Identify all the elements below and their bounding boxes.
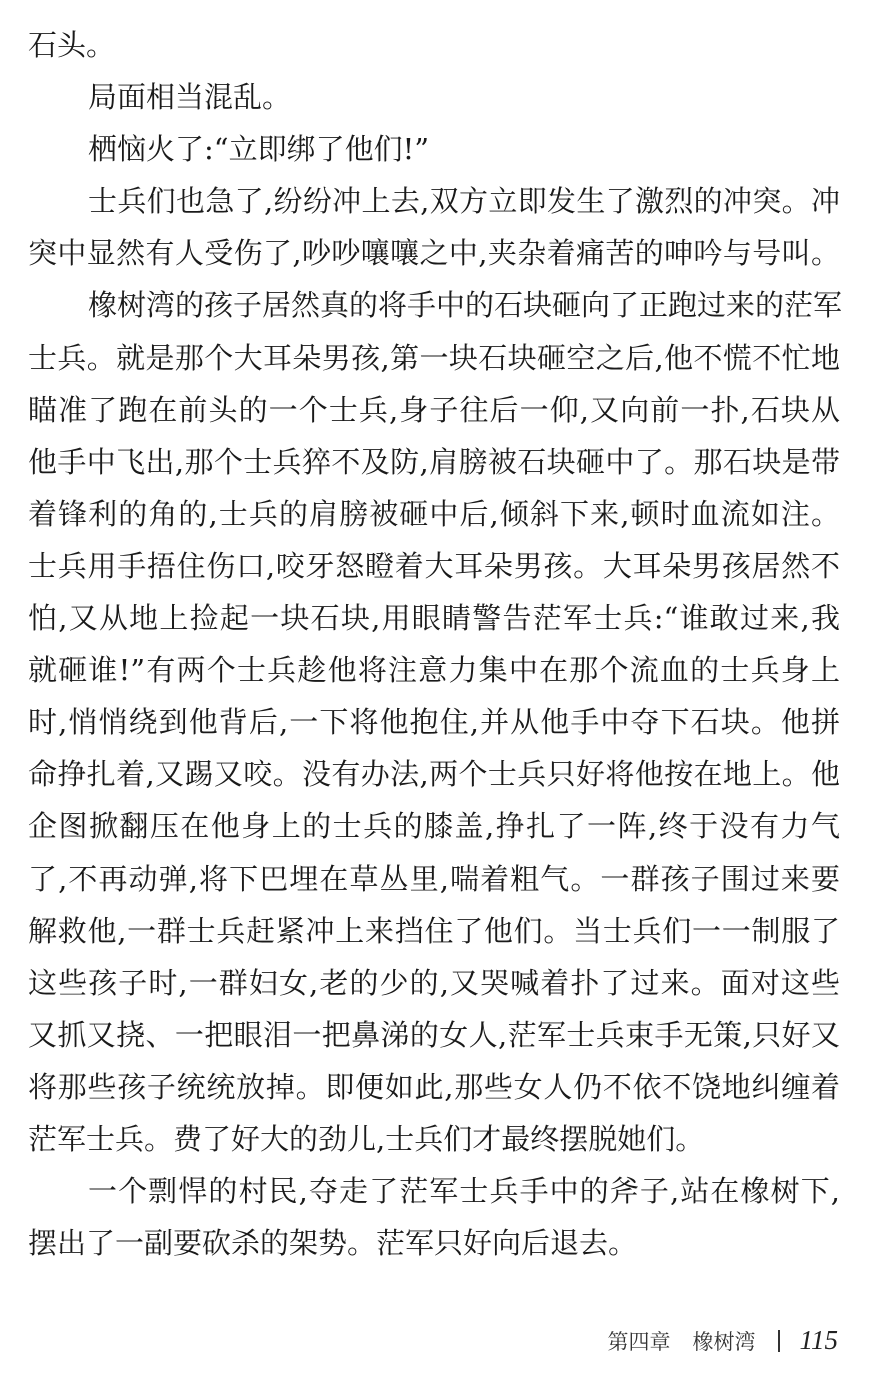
text-line: 解救他,一群士兵赶紧冲上来挡住了他们。当士兵们一一制服了	[28, 913, 840, 948]
footer-divider	[778, 1330, 780, 1352]
text-line: 突中显然有人受伤了,吵吵嚷嚷之中,夹杂着痛苦的呻吟与号叫。	[28, 236, 840, 271]
text-line: 摆出了一副要砍杀的架势。茫军只好向后退去。	[28, 1226, 638, 1261]
text-line: 士兵用手捂住伤口,咬牙怒瞪着大耳朵男孩。大耳朵男孩居然不	[28, 548, 840, 583]
text-line: 命挣扎着,又踢又咬。没有办法,两个士兵只好将他按在地上。他	[28, 757, 840, 792]
text-line: 瞄准了跑在前头的一个士兵,身子往后一仰,又向前一扑,石块从	[28, 392, 840, 427]
chapter-label: 第四章	[607, 1329, 671, 1354]
text-line: 又抓又挠、一把眼泪一把鼻涕的女人,茫军士兵束手无策,只好又	[28, 1017, 840, 1052]
text-line: 就砸谁!”有两个士兵趁他将注意力集中在那个流血的士兵身上	[28, 653, 840, 688]
text-line: 了,不再动弹,将下巴埋在草丛里,喘着粗气。一群孩子围过来要	[28, 861, 840, 896]
text-line: 着锋利的角的,士兵的肩膀被砸中后,倾斜下来,顿时血流如注。	[28, 496, 840, 531]
text-line: 这些孩子时,一群妇女,老的少的,又哭喊着扑了过来。面对这些	[28, 965, 840, 1000]
page-number: 115	[799, 1325, 838, 1355]
text-line: 栖恼火了:“立即绑了他们!”	[88, 132, 430, 167]
text-line: 橡树湾的孩子居然真的将手中的石块砸向了正跑过来的茫军	[88, 288, 843, 323]
text-line: 士兵。就是那个大耳朵男孩,第一块石块砸空之后,他不慌不忙地	[28, 340, 840, 375]
text-line: 士兵们也急了,纷纷冲上去,双方立即发生了激烈的冲突。冲	[88, 184, 840, 219]
text-line: 石头。	[28, 28, 116, 62]
text-line: 时,悄悄绕到他背后,一下将他抱住,并从他手中夺下石块。他拼	[28, 705, 840, 740]
text-line: 局面相当混乱。	[88, 80, 292, 115]
text-line: 他手中飞出,那个士兵猝不及防,肩膀被石块砸中了。那石块是带	[28, 444, 840, 479]
text-line: 企图掀翻压在他身上的士兵的膝盖,挣扎了一阵,终于没有力气	[28, 809, 840, 844]
text-line: 茫军士兵。费了好大的劲儿,士兵们才最终摆脱她们。	[28, 1121, 705, 1156]
chapter-title: 橡树湾	[692, 1329, 756, 1354]
body-text	[28, 19, 843, 1269]
page-footer	[608, 1325, 839, 1356]
text-line: 将那些孩子统统放掉。即便如此,那些女人仍不依不饶地纠缠着	[28, 1069, 840, 1104]
text-line: 怕,又从地上捡起一块石块,用眼睛警告茫军士兵:“谁敢过来,我	[28, 601, 840, 636]
text-line: 一个剽悍的村民,夺走了茫军士兵手中的斧子,站在橡树下,	[88, 1174, 840, 1209]
